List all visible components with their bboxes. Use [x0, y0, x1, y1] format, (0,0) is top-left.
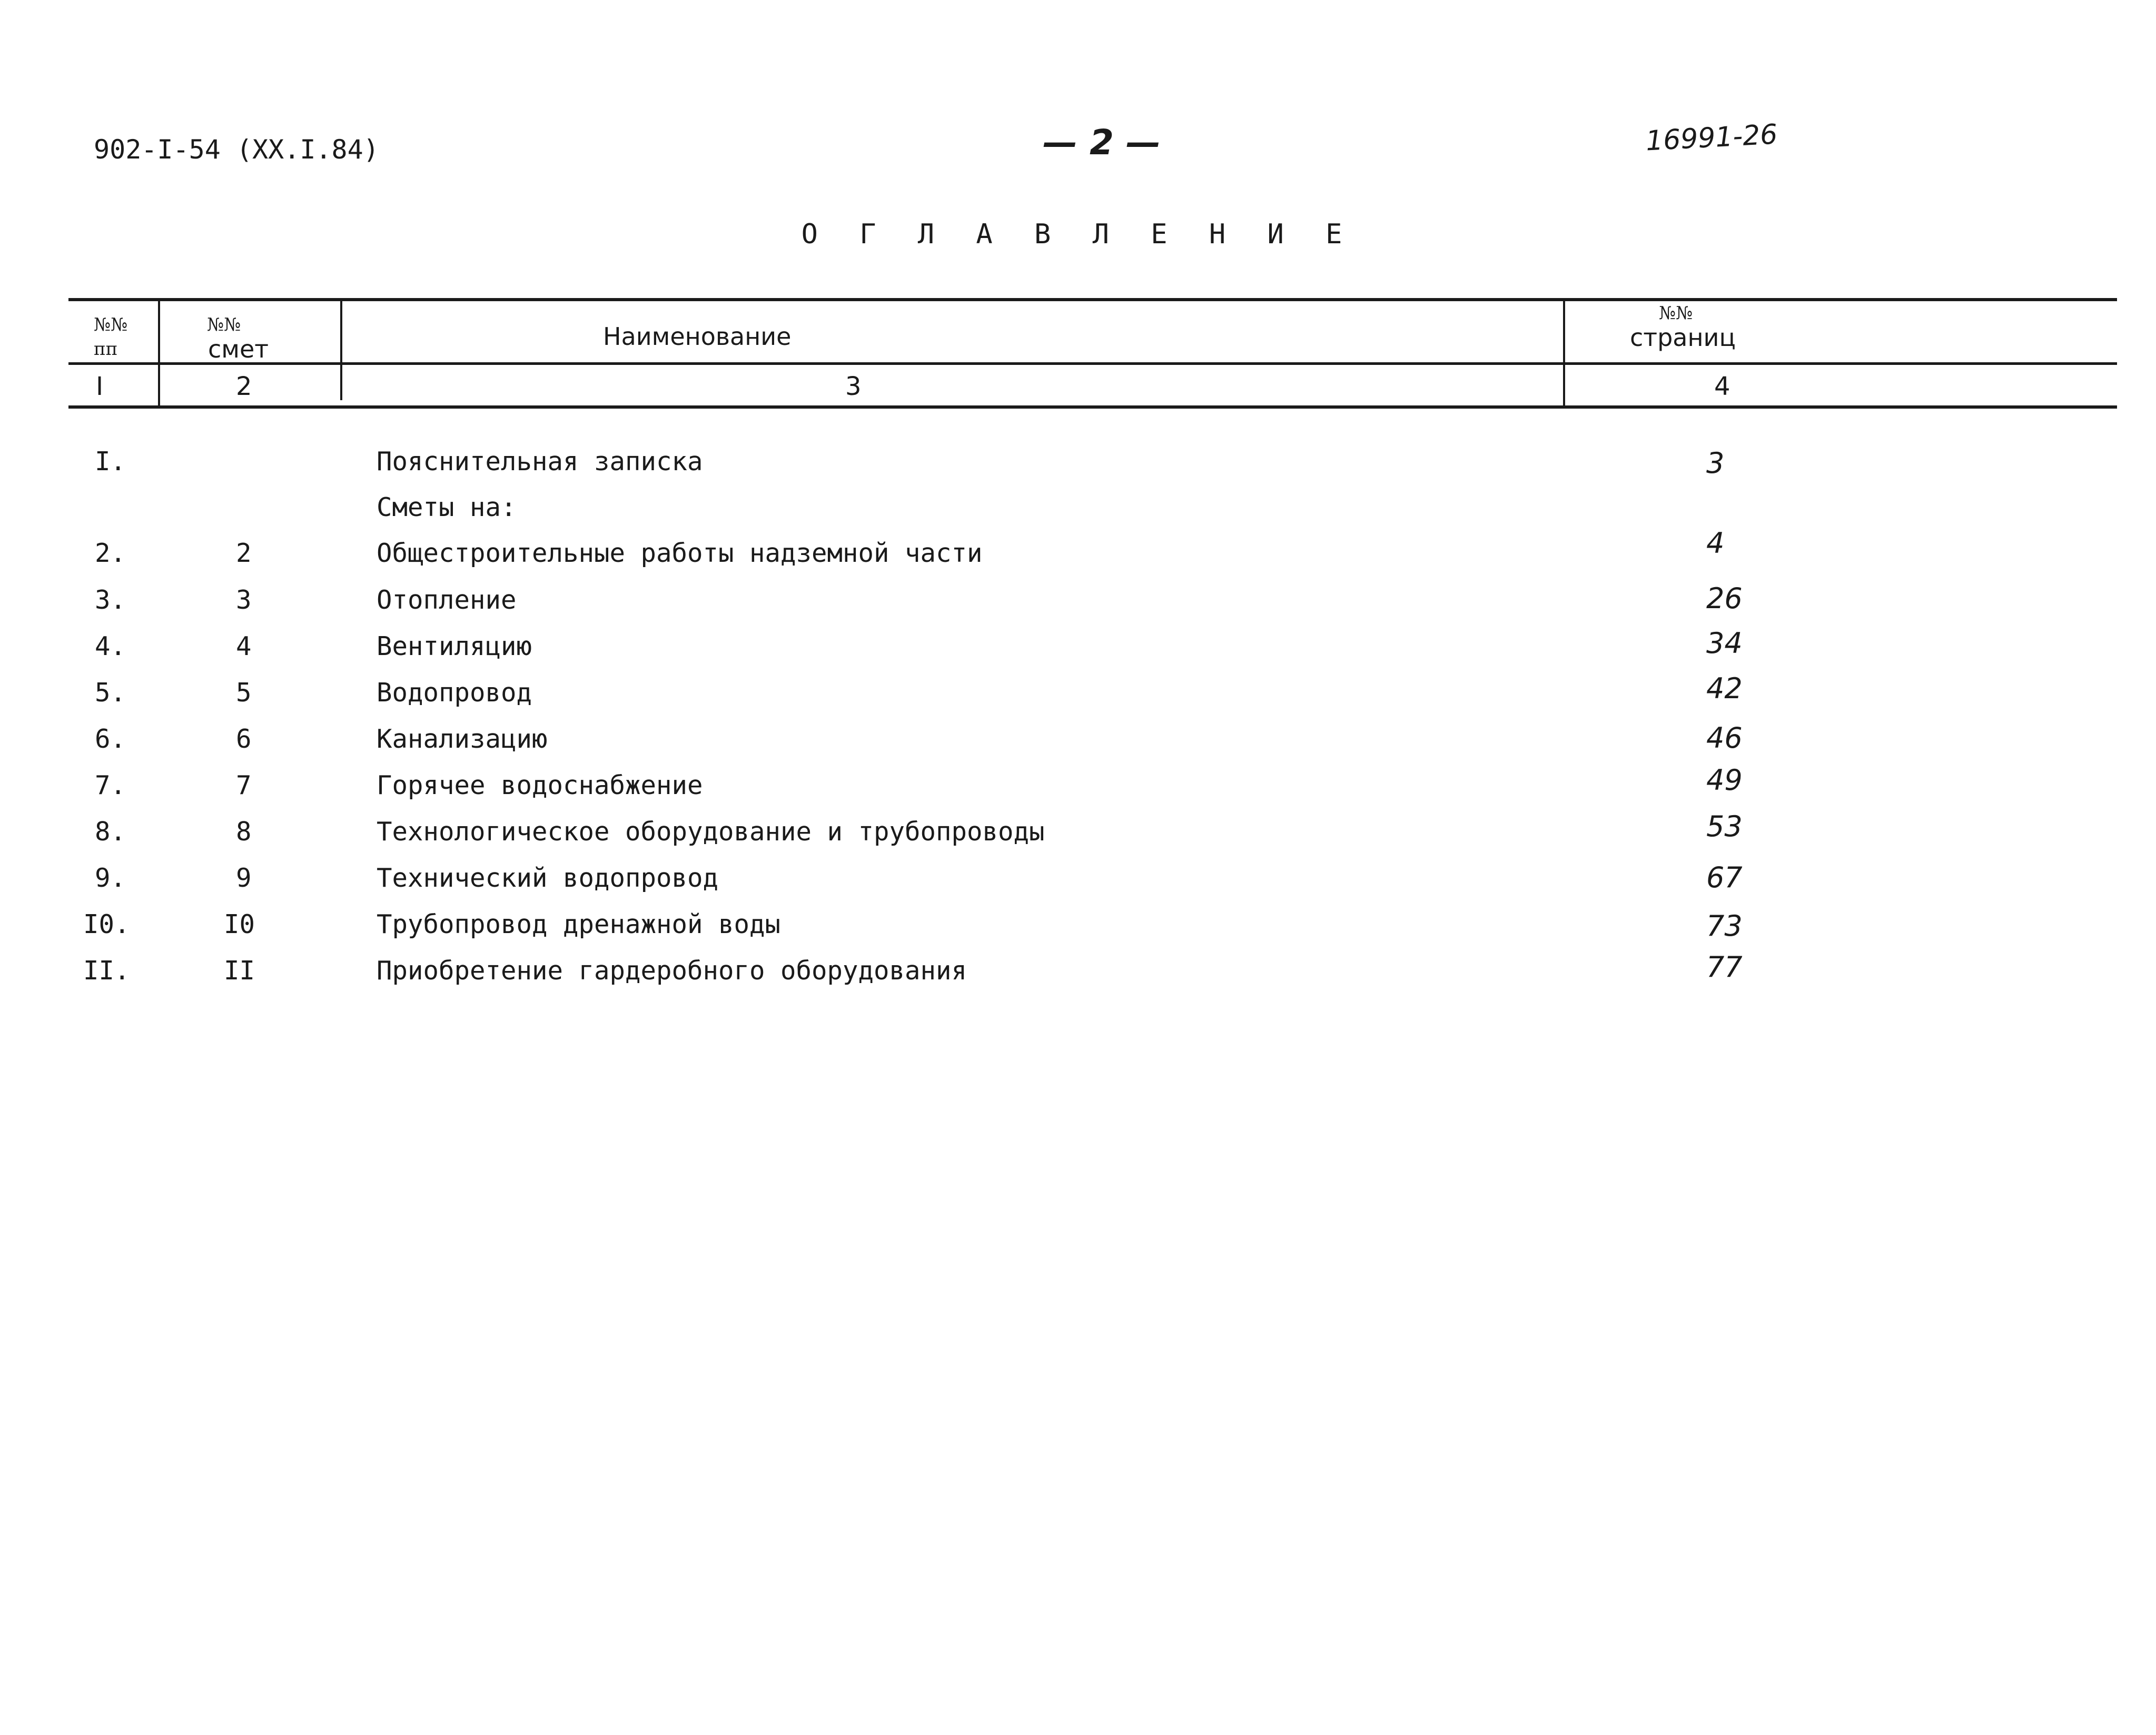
row-smeta: 6	[236, 724, 252, 754]
row-name: Технологическое оборудование и трубопроводы	[377, 817, 1045, 847]
row-number: 3.	[95, 585, 126, 615]
header-num-bottom: пп	[94, 339, 118, 360]
column-number-4: 4	[1714, 372, 1730, 401]
row-page: 46	[1706, 721, 1743, 755]
document-code: 902-I-54 (XX.I.84)	[94, 134, 379, 165]
row-name: Горячее водоснабжение	[377, 770, 703, 800]
row-name: Отопление	[377, 585, 517, 615]
row-name: Трубопровод дренажной воды	[377, 909, 781, 939]
table-top-line	[68, 298, 2117, 301]
row-smeta: 4	[236, 631, 252, 661]
row-smeta: 2	[236, 538, 252, 568]
column-divider-1	[158, 300, 160, 405]
row-name: Общестроительные работы надземной части	[377, 538, 983, 568]
row-smeta: I0	[224, 909, 255, 939]
row-number: I0.	[83, 909, 130, 939]
row-page: 67	[1706, 861, 1743, 894]
column-number-1: I	[96, 372, 104, 401]
row-number: II.	[83, 956, 130, 986]
header-name: Наименование	[603, 322, 792, 351]
row-page: 77	[1706, 950, 1743, 984]
row-number: 4.	[95, 631, 126, 661]
row-smeta: 8	[236, 817, 252, 847]
row-number: 7.	[95, 770, 126, 800]
header-pages-top: №№	[1659, 303, 1693, 324]
row-number: 9.	[95, 863, 126, 893]
column-divider-3	[1563, 300, 1565, 405]
row-number: 8.	[95, 817, 126, 847]
row-page: 3	[1706, 447, 1725, 480]
row-name: Сметы на:	[377, 492, 517, 522]
row-number: 6.	[95, 724, 126, 754]
row-number: 2.	[95, 538, 126, 568]
table-header-divider	[68, 362, 2117, 365]
column-number-2: 2	[236, 372, 252, 401]
row-number: 5.	[95, 678, 126, 708]
row-name: Технический водопровод	[377, 863, 719, 893]
row-name: Приобретение гардеробного оборудования	[377, 956, 967, 986]
header-pages-bottom: страниц	[1630, 323, 1736, 352]
header-smeta-bottom: смет	[208, 335, 269, 363]
row-smeta: II	[224, 956, 255, 986]
row-smeta: 9	[236, 863, 252, 893]
row-page: 49	[1706, 764, 1743, 797]
row-page: 42	[1706, 672, 1743, 705]
row-name: Вентиляцию	[377, 631, 532, 661]
row-page: 26	[1706, 582, 1743, 615]
row-page: 73	[1706, 909, 1743, 943]
row-page: 4	[1706, 527, 1725, 560]
row-page: 53	[1706, 810, 1743, 843]
row-smeta: 5	[236, 678, 252, 708]
page-title: О Г Л А В Л Е Н И Е	[801, 219, 1355, 250]
row-smeta: 7	[236, 770, 252, 800]
row-smeta: 3	[236, 585, 252, 615]
row-number: I.	[95, 447, 126, 477]
row-page: 34	[1706, 627, 1743, 660]
row-name: Водопровод	[377, 678, 532, 708]
row-name: Пояснительная записка	[377, 447, 703, 477]
page-number: — 2 —	[1043, 122, 1161, 163]
column-number-3: 3	[845, 372, 862, 401]
column-divider-2	[340, 300, 342, 400]
reference-number: 16991-26	[1645, 118, 1778, 157]
row-name: Канализацию	[377, 724, 548, 754]
header-smeta-top: №№	[207, 314, 241, 335]
table-header-bottom-line	[68, 405, 2117, 409]
header-num-top: №№	[94, 314, 128, 335]
